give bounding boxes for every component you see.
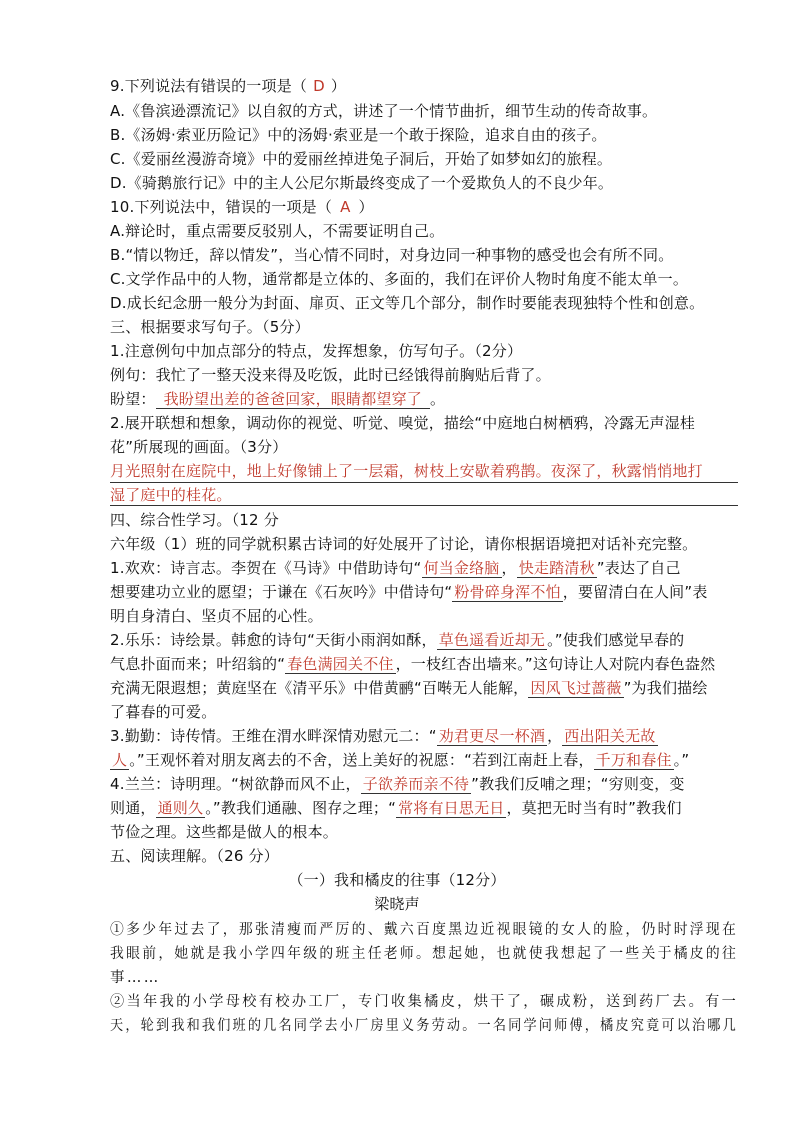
reading-para1-line3: 事…… — [110, 970, 161, 986]
blank-answer: 千万和春住 — [595, 751, 672, 769]
q10-option-c: C.文学作品中的人物，通常都是立体的、多面的，我们在评价人物时角度不能太单一。 — [110, 270, 689, 288]
s4-p2-line1: 2.乐乐：诗绘景。韩愈的诗句“天街小雨润如酥， 草色遥看近却无 。”使我们感觉早春的 — [110, 631, 685, 649]
q10-option-a: A.辩论时，重点需要反驳别人，不需要证明自己。 — [110, 222, 445, 240]
reading-para2-line2: 天，轮到我和我们班的几名同学去小厂房里义务劳动。一名同学问师傅，橘皮究竟可以治哪几 — [110, 1018, 738, 1034]
s3-example: 例句：我忙了一整天没来得及吃饭，此时已经饿得前胸贴后背了。 — [110, 366, 551, 384]
q9-option-d: D.《骑鹅旅行记》中的主人公尼尔斯最终变成了一个爱欺负人的不良少年。 — [110, 174, 614, 192]
q10-option-d: D.成长纪念册一般分为封面、扉页、正文等几个部分，制作时要能表现独特个性和创意。 — [110, 294, 705, 312]
section3-heading: 三、根据要求写句子。（5分） — [110, 318, 310, 336]
blank-answer: 通则久 — [157, 799, 204, 817]
blank-answer: 草色遥看近却无 — [438, 631, 546, 649]
blank-answer: 西出阳关无故 — [564, 727, 656, 745]
q9-option-c: C.《爱丽丝漫游奇境》中的爱丽丝掉进兔子洞后，开始了如梦如幻的旅程。 — [110, 150, 613, 168]
s4-p1-line1: 1.欢欢：诗言志。李贺在《马诗》中借助诗句“ 何当金络脑 ， 快走踏清秋 ”表达了自己 — [110, 559, 681, 577]
blank-answer: 因风飞过蔷薇 — [530, 679, 622, 697]
s4-p3-line2: 人 。”王观怀着对朋友离去的不舍，送上美好的祝愿：“若到江南赶上春， 千万和春住 。” — [112, 751, 690, 769]
q10-option-b: B.“情以物迁，辞以情发”，当心情不同时，对身边同一种事物的感受也会有所不同。 — [110, 246, 674, 264]
answer-rule — [110, 505, 738, 506]
blank-answer: 劝君更尽一杯酒 — [438, 727, 546, 745]
q10-answer: A — [340, 198, 351, 216]
q9-option-b: B.《汤姆·索亚历险记》中的汤姆·索亚是一个敢于探险，追求自由的孩子。 — [110, 126, 607, 144]
blank-answer: 子欲养而亲不待 — [362, 775, 470, 793]
q9-answer: D — [313, 77, 325, 95]
s4-p2-line4: 了暮春的可爱。 — [110, 703, 217, 721]
s4-p1-line2: 想要建功立业的愿望；于谦在《石灰吟》中借诗句“ 粉骨碎身浑不怕 ，要留清白在人间”表 — [110, 583, 708, 601]
reading-para1-line1: ①多少年过去了，那张清瘦而严厉的、戴六百度黑边近视眼镜的女人的脸，仍时时浮现在 — [110, 922, 739, 938]
q9-stem: 9.下列说法有错误的一项是（ D ） — [110, 77, 347, 95]
s4-p4-line3: 节俭之理。这些都是做人的根本。 — [110, 823, 339, 841]
s4-p1-line3: 明自身清白、坚贞不屈的心性。 — [110, 607, 323, 625]
s3-q2-line2: 花”所展现的画面。（3分） — [110, 438, 288, 456]
s3-q2-line1: 2.展开联想和想象，调动你的视觉、听觉、嗅觉，描绘“中庭地白树栖鸦，冷露无声湿桂 — [110, 414, 696, 432]
s3-q2-answer-line1: 月光照射在庭院中，地上好像铺上了一层霜，树枝上安歇着鸦鹊。夜深了，秋露悄悄地打 — [110, 462, 703, 480]
reading-para1-line2: 我眼前，她就是我小学四年级的班主任老师。想起她，也就使我想起了一些关于橘皮的往 — [110, 946, 739, 962]
panwang-answer: 我盼望出差的爸爸回家，眼睛都望穿了 — [156, 390, 430, 409]
reading-author: 梁晓声 — [374, 895, 420, 913]
s4-p2-line3: 充满无限遐想；黄庭坚在《清平乐》中借黄鹂“百啭无人能解， 因风飞过蔷薇 ”为我们描绘 — [110, 679, 708, 697]
s3-panwang: 盼望： 我盼望出差的爸爸回家，眼睛都望穿了 。 — [110, 390, 446, 408]
s4-p4-line1: 4.兰兰：诗明理。“树欲静而风不止， 子欲养而亲不待 ”教我们反哺之理；“穷则变，变 — [110, 775, 685, 793]
s4-intro: 六年级（1）班的同学就积累古诗词的好处展开了讨论，请你根据语境把对话补充完整。 — [110, 535, 698, 553]
q9-option-a: A.《鲁滨逊漂流记》以自叙的方式，讲述了一个情节曲折，细节生动的传奇故事。 — [110, 102, 658, 120]
blank-answer: 常将有日思无日 — [398, 799, 505, 817]
s4-p2-line2: 气息扑面而来；叶绍翁的“ 春色满园关不住 ，一枝红杏出墙来。”这句诗让人对院内春色盎然 — [110, 655, 716, 673]
s4-p4-line2: 则通， 通则久 。”教我们通融、图存之理；“ 常将有日思无日 ，莫把无时当有时”教我们 — [110, 799, 682, 817]
section4-heading: 四、综合性学习。（12 分 — [110, 511, 279, 529]
blank-answer: 人 — [112, 751, 128, 769]
s3-q1: 1.注意例句中加点部分的特点，发挥想象，仿写句子。（2分） — [110, 342, 523, 360]
s3-q2-answer-line2: 湿了庭中的桂花。 — [110, 486, 232, 504]
s4-p3-line1: 3.勤勤：诗传情。王维在渭水畔深情劝慰元二：“ 劝君更尽一杯酒 ， 西出阳关无故 — [110, 727, 656, 745]
blank-answer: 何当金络脑 — [423, 559, 500, 577]
blank-answer: 粉骨碎身浑不怕 — [454, 583, 561, 601]
answer-rule — [110, 482, 738, 483]
section5-heading: 五、阅读理解。（26 分） — [110, 847, 279, 865]
blank-answer: 快走踏清秋 — [518, 559, 595, 577]
blank-answer: 春色满园关不住 — [287, 655, 394, 673]
reading-para2-line1: ②当年我的小学母校有校办工厂，专门收集橘皮，烘干了，碾成粉，送到药厂去。有一 — [110, 994, 739, 1010]
reading-subtitle: （一）我和橘皮的往事（12分） — [288, 871, 506, 889]
q10-stem: 10.下列说法中，错误的一项是（ A ） — [110, 198, 374, 216]
